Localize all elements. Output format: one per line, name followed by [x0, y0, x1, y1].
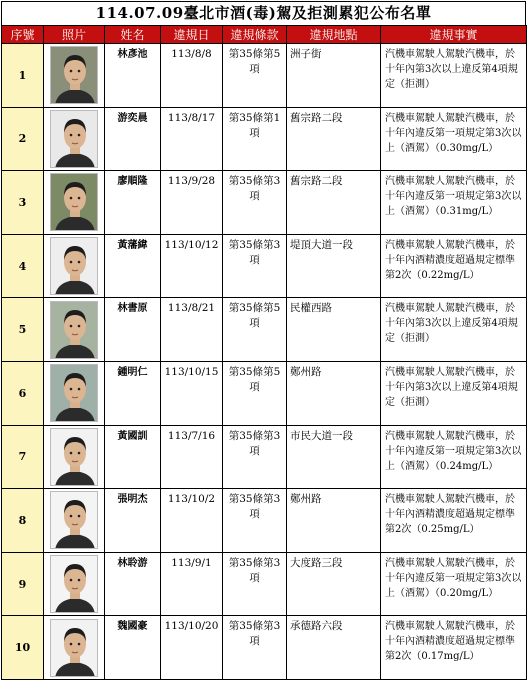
- row-date: 113/9/28: [161, 171, 223, 235]
- row-name: 張明杰: [105, 489, 161, 553]
- row-name: 林彥池: [105, 44, 161, 108]
- row-place: 堤頂大道一段: [287, 234, 381, 298]
- table-row: [2, 171, 527, 235]
- row-photo-cell: [44, 552, 105, 616]
- offender-table: [1, 25, 527, 680]
- row-law: 第35條第5項: [223, 361, 287, 425]
- column-header-photo: 照片: [44, 26, 105, 44]
- table-row: [2, 107, 527, 171]
- row-seq: 10: [2, 616, 44, 680]
- row-place: 舊宗路二段: [287, 171, 381, 235]
- person-portrait-icon: [51, 174, 98, 231]
- table-row: [2, 234, 527, 298]
- row-date: 113/7/16: [161, 425, 223, 489]
- row-date: 113/9/1: [161, 552, 223, 616]
- row-seq: 5: [2, 298, 44, 362]
- row-seq: 8: [2, 489, 44, 553]
- row-name: 廖順隆: [105, 171, 161, 235]
- person-portrait-icon: [51, 429, 98, 486]
- row-law: 第35條第3項: [223, 171, 287, 235]
- row-seq: 7: [2, 425, 44, 489]
- mugshot-photo: [50, 555, 98, 613]
- row-fact: 汽機車駕駛人駕駛汽機車，於十年內第3次以上違反第4項規定（拒測）: [381, 44, 527, 108]
- row-seq: 6: [2, 361, 44, 425]
- row-place: 舊宗路二段: [287, 107, 381, 171]
- table-row: [2, 298, 527, 362]
- row-date: 113/10/2: [161, 489, 223, 553]
- row-name: 林聆游: [105, 552, 161, 616]
- person-portrait-icon: [51, 620, 98, 677]
- row-date: 113/8/21: [161, 298, 223, 362]
- table-row: [2, 616, 527, 680]
- page-title: 114.07.09臺北市酒(毒)駕及拒測累犯公布名單: [1, 1, 526, 25]
- row-fact: 汽機車駕駛人駕駛汽機車，於十年內第3次以上違反第4項規定（拒測）: [381, 361, 527, 425]
- person-portrait-icon: [51, 47, 98, 104]
- row-name: 林書原: [105, 298, 161, 362]
- row-place: 鄭州路: [287, 361, 381, 425]
- row-place: 洲子街: [287, 44, 381, 108]
- mugshot-photo: [50, 173, 98, 231]
- row-law: 第35條第3項: [223, 552, 287, 616]
- row-law: 第35條第3項: [223, 489, 287, 553]
- row-place: 承德路六段: [287, 616, 381, 680]
- row-fact: 汽機車駕駛人駕駛汽機車，於十年內第3次以上違反第4項規定（拒測）: [381, 298, 527, 362]
- table-row: [2, 44, 527, 108]
- row-name: 鍾明仁: [105, 361, 161, 425]
- row-place: 鄭州路: [287, 489, 381, 553]
- row-photo-cell: [44, 107, 105, 171]
- person-portrait-icon: [51, 302, 98, 359]
- row-date: 113/10/12: [161, 234, 223, 298]
- row-place: 民權西路: [287, 298, 381, 362]
- row-name: 黃國訓: [105, 425, 161, 489]
- row-law: 第35條第3項: [223, 425, 287, 489]
- row-fact: 汽機車駕駛人駕駛汽機車，於十年內酒精濃度超過規定標準第2次（0.17mg/L）: [381, 616, 527, 680]
- column-header-place: 違規地點: [287, 26, 381, 44]
- row-name: 游奕晨: [105, 107, 161, 171]
- row-fact: 汽機車駕駛人駕駛汽機車，於十年內違反第一項規定第3次以上（酒駕）（0.20mg/L）: [381, 552, 527, 616]
- mugshot-photo: [50, 110, 98, 168]
- row-name: 魏國豪: [105, 616, 161, 680]
- column-header-fact: 違規事實: [381, 26, 527, 44]
- row-seq: 9: [2, 552, 44, 616]
- row-fact: 汽機車駕駛人駕駛汽機車，於十年內酒精濃度超過規定標準第2次（0.25mg/L）: [381, 489, 527, 553]
- row-fact: 汽機車駕駛人駕駛汽機車，於十年內違反第一項規定第3次以上（酒駕）（0.24mg/L）: [381, 425, 527, 489]
- column-header-law: 違規條款: [223, 26, 287, 44]
- row-law: 第35條第3項: [223, 616, 287, 680]
- row-date: 113/8/8: [161, 44, 223, 108]
- row-photo-cell: [44, 361, 105, 425]
- row-photo-cell: [44, 489, 105, 553]
- mugshot-photo: [50, 619, 98, 677]
- row-seq: 2: [2, 107, 44, 171]
- row-photo-cell: [44, 234, 105, 298]
- mugshot-photo: [50, 237, 98, 295]
- row-date: 113/8/17: [161, 107, 223, 171]
- row-photo-cell: [44, 298, 105, 362]
- table-row: [2, 425, 527, 489]
- table-row: [2, 489, 527, 553]
- row-photo-cell: [44, 616, 105, 680]
- row-law: 第35條第3項: [223, 234, 287, 298]
- person-portrait-icon: [51, 365, 98, 422]
- row-photo-cell: [44, 44, 105, 108]
- table-row: [2, 361, 527, 425]
- row-seq: 1: [2, 44, 44, 108]
- row-place: 市民大道一段: [287, 425, 381, 489]
- row-name: 黃藩緯: [105, 234, 161, 298]
- row-seq: 4: [2, 234, 44, 298]
- person-portrait-icon: [51, 111, 98, 168]
- mugshot-photo: [50, 364, 98, 422]
- row-date: 113/10/20: [161, 616, 223, 680]
- mugshot-photo: [50, 301, 98, 359]
- row-fact: 汽機車駕駛人駕駛汽機車，於十年內酒精濃度超過規定標準第2次（0.22mg/L）: [381, 234, 527, 298]
- mugshot-photo: [50, 428, 98, 486]
- row-place: 大度路三段: [287, 552, 381, 616]
- row-law: 第35條第5項: [223, 44, 287, 108]
- column-header-seq: 序號: [2, 26, 44, 44]
- row-photo-cell: [44, 425, 105, 489]
- header-row: [2, 26, 527, 44]
- mugshot-photo: [50, 491, 98, 549]
- row-seq: 3: [2, 171, 44, 235]
- row-date: 113/10/15: [161, 361, 223, 425]
- person-portrait-icon: [51, 238, 98, 295]
- row-law: 第35條第5項: [223, 298, 287, 362]
- column-header-date: 違規日: [161, 26, 223, 44]
- row-fact: 汽機車駕駛人駕駛汽機車，於十年內違反第一項規定第3次以上（酒駕）（0.31mg/L）: [381, 171, 527, 235]
- table-row: [2, 552, 527, 616]
- column-header-name: 姓名: [105, 26, 161, 44]
- row-photo-cell: [44, 171, 105, 235]
- mugshot-photo: [50, 46, 98, 104]
- row-law: 第35條第1項: [223, 107, 287, 171]
- row-fact: 汽機車駕駛人駕駛汽機車，於十年內違反第一項規定第3次以上（酒駕）（0.30mg/L）: [381, 107, 527, 171]
- person-portrait-icon: [51, 492, 98, 549]
- person-portrait-icon: [51, 556, 98, 613]
